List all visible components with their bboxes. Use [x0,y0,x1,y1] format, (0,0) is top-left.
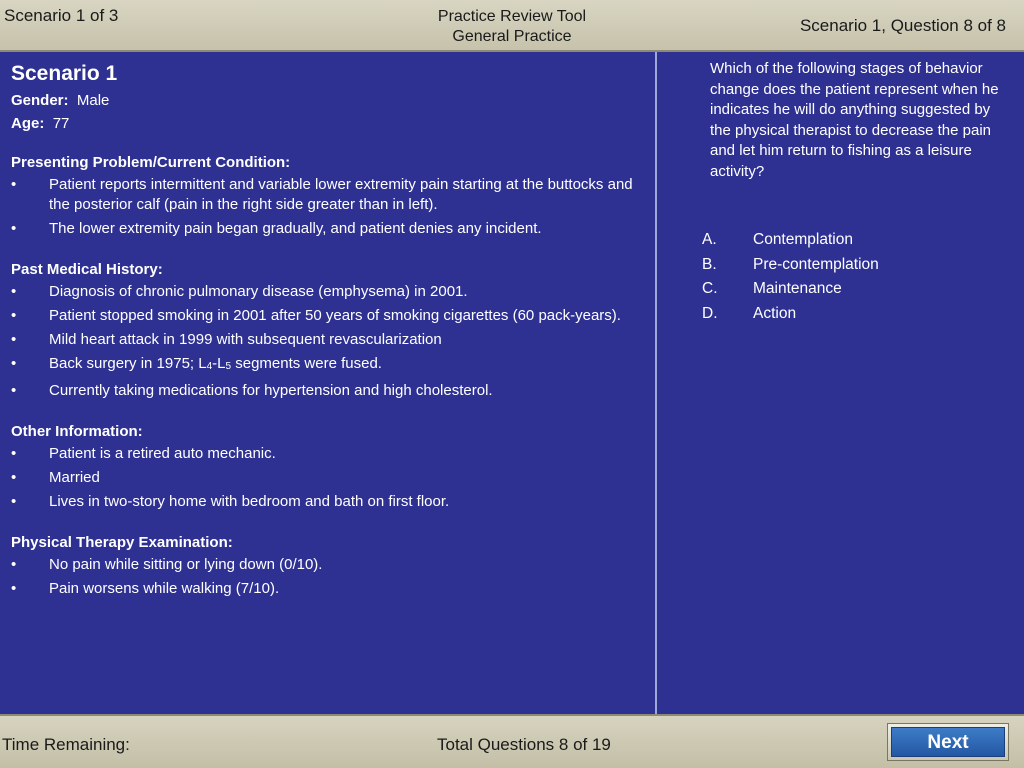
tool-title: Practice Review Tool [437,8,587,25]
list-item: • Patient reports intermittent and variable lower extremity pain starting at the buttocks and the posterior calf (pain in the right side greater than in left). [11,176,633,213]
list-item: • No pain while sitting or lying down (0/10). [11,556,323,573]
list-item: • Currently taking medications for hypertension and high cholesterol. [11,382,493,399]
question-text: Which of the following stages of behavior change does the patient represent when he indicates he will do anything suggested by the physical therapist to decrease the pain and let him return to fishing as a leisure activity? [710,60,999,180]
exam-title: Physical Therapy Examination: [11,534,233,551]
list-item: • Mild heart attack in 1999 with subsequent revascularization [11,331,442,348]
next-button-label: Next [891,727,1005,757]
age-row [11,115,645,132]
question-panel [657,52,1024,714]
answer-options [702,228,1002,326]
age-value: 77 [52,115,70,132]
presenting-list [11,175,645,239]
scenario-progress: Scenario 1 of 3 [4,6,119,25]
other-list [11,444,645,512]
list-item: • Married [11,469,100,486]
header-bar [0,0,1024,52]
list-item: • Patient stopped smoking in 2001 after 50 years of smoking cigarettes (60 pack-years). [11,307,621,324]
exam-list [11,555,645,599]
list-item: • Lives in two-story home with bedroom and bath on first floor. [11,493,450,510]
history-title: Past Medical History: [11,261,163,278]
time-remaining: Time Remaining: [2,735,130,754]
gender-row [11,92,645,109]
list-item: • Back surgery in 1975; $L_4-L_5$ segments were fused. [11,355,382,372]
option-a[interactable]: A. Contemplation [702,231,853,248]
list-item: • Diagnosis of chronic pulmonary disease (emphysema) in 2001. [11,283,468,300]
history-list [11,282,645,401]
option-b[interactable]: B. Pre-contemplation [702,255,879,273]
list-item: • Patient is a retired auto mechanic. [11,445,276,462]
list-item: • Pain worsens while walking (7/10). [11,580,280,597]
total-questions: Total Questions 8 of 19 [437,735,611,754]
question-progress: Scenario 1, Question 8 of 8 [799,16,1006,35]
gender-value: Male [76,92,110,109]
other-title: Other Information: [11,423,143,440]
next-button[interactable] [887,723,1009,761]
gender-label: Gender: [11,92,69,109]
option-c[interactable]: C. Maintenance [702,280,842,297]
presenting-title: Presenting Problem/Current Condition: [11,154,291,171]
scenario-panel [0,52,657,714]
tool-subtitle: General Practice [452,28,572,45]
list-item: • The lower extremity pain began gradually, and patient denies any incident. [11,220,542,237]
scenario-title: Scenario 1 [11,62,118,85]
age-label: Age: [11,115,45,132]
option-d[interactable]: D. Action [702,304,797,322]
footer-bar [0,714,1024,768]
